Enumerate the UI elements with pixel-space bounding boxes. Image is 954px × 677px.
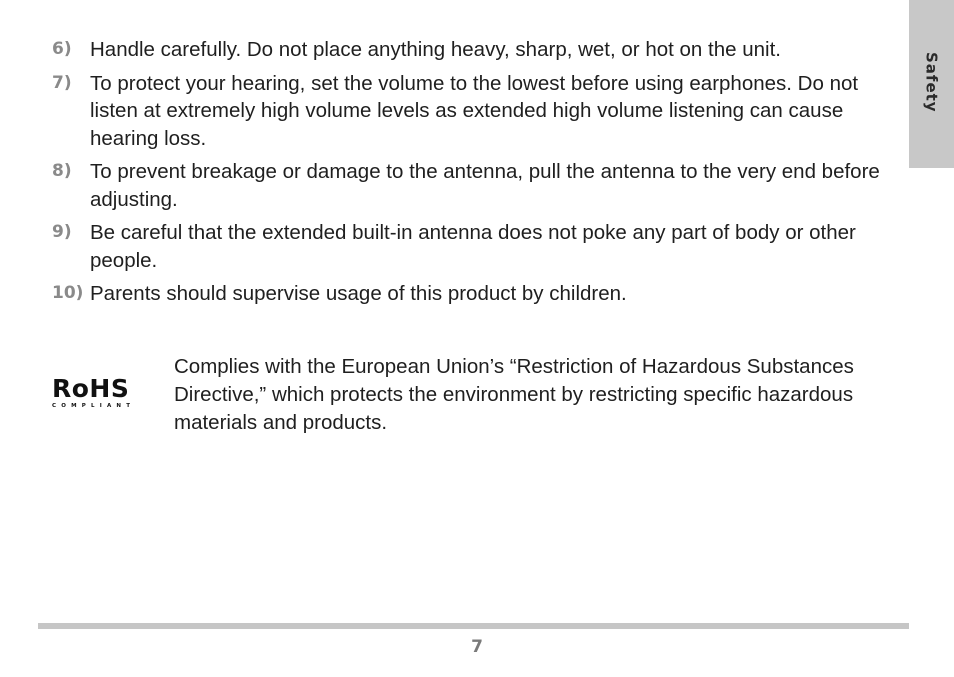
- safety-instructions-list: [52, 36, 892, 314]
- list-item: [52, 219, 892, 274]
- page-number: 7: [471, 637, 483, 657]
- item-text: To protect your hearing, set the volume to the lowest before using earphones. Do not listen at extremely high volume levels as extended high volume listening can cause hearing loss.: [90, 71, 859, 150]
- list-item: [52, 280, 892, 308]
- rohs-logo: [52, 376, 174, 410]
- item-number: 6): [52, 39, 72, 59]
- item-number: 7): [52, 72, 72, 93]
- rohs-logo-main: RoHS: [52, 374, 130, 403]
- item-text: Handle carefully. Do not place anything heavy, sharp, wet, or hot on the unit.: [90, 38, 781, 61]
- item-text: Be careful that the extended built-in antenna does not poke any part of body or other people.: [90, 221, 856, 272]
- rohs-description: Complies with the European Union’s “Restriction of Hazardous Substances Directive,” which protects the environment by restricting specific hazardous materials and products.: [174, 355, 854, 434]
- list-item: [52, 70, 892, 153]
- footer-divider: [38, 623, 909, 629]
- list-item: [52, 36, 892, 64]
- item-number: 10): [52, 283, 84, 303]
- item-number: 9): [52, 222, 72, 242]
- item-text: Parents should supervise usage of this product by children.: [90, 282, 627, 305]
- item-text: To prevent breakage or damage to the antenna, pull the antenna to the very end before adjusting.: [90, 160, 880, 211]
- list-item: [52, 158, 892, 213]
- rohs-logo-sub: COMPLIANT: [52, 403, 136, 409]
- item-number: 8): [52, 161, 72, 181]
- section-tab-label: Safety: [922, 52, 941, 113]
- section-tab: [909, 0, 954, 168]
- rohs-compliance-section: [52, 353, 892, 437]
